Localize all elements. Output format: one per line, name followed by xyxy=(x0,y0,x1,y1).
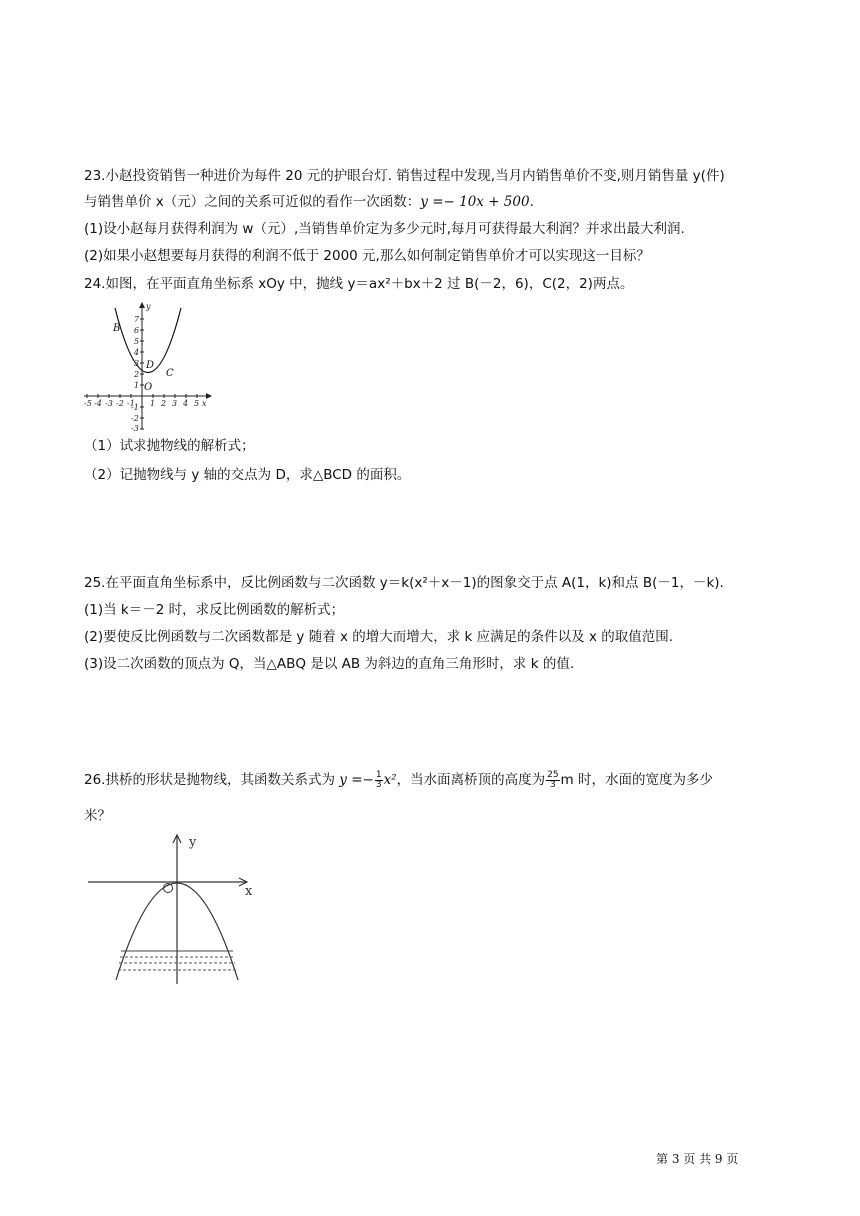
q24-part1: （1）试求抛物线的解析式； xyxy=(84,438,255,454)
q24-x-tick: -3 xyxy=(105,399,113,408)
q24-x-tick: -4 xyxy=(94,399,102,408)
q24-x-arrow xyxy=(206,393,212,399)
q26-arch-figure xyxy=(84,830,264,990)
q24-y-tick: 1 xyxy=(134,381,140,390)
q26-height-denominator: 3 xyxy=(549,779,556,790)
q24-y-arrow xyxy=(139,302,145,308)
q26-x-axis-label: x xyxy=(245,884,253,899)
q24-part2: （2）记抛物线与 y 轴的交点为 D，求△BCD 的面积。 xyxy=(84,467,411,483)
q24-y-tick: 5 xyxy=(134,337,140,346)
q26-formula-x: x² xyxy=(383,772,397,788)
q24-y-tick: 7 xyxy=(134,315,140,324)
q26-stem-b: ，当水面离桥顶的高度为 xyxy=(396,772,546,788)
q25-stem: 25.在平面直角坐标系中，反比例函数与二次函数 y＝k(x²＋x－1)的图象交于点 A(1，k)和点 B(－1，－k). xyxy=(84,575,724,591)
q23-part1: (1)设小赵每月获得利润为 w（元）,当销售单价定为多少元时,每月可获得最大利润？并求出最大利润. xyxy=(84,221,685,237)
q24-parabola-figure xyxy=(84,302,214,432)
q24-y-tick: 3 xyxy=(134,359,140,368)
q24-y-tick: -3 xyxy=(131,424,139,432)
q24-y-tick: 2 xyxy=(134,370,140,379)
q24-y-tick: -1 xyxy=(131,403,139,412)
q25-part2: (2)要使反比例函数与二次函数都是 y 随着 x 的增大而增大，求 k 应满足的条件以及 x 的取值范围. xyxy=(84,629,674,645)
q24-stem: 24.如图，在平面直角坐标系 xOy 中，抛线 y＝ax²＋bx＋2 过 B(－2，6)，C(2，2)两点。 xyxy=(84,276,634,292)
q24-x-tick: -1 xyxy=(127,399,135,408)
q24-y-tick: 6 xyxy=(134,326,140,335)
q26-height-fraction xyxy=(546,771,559,790)
q26-formula-fraction xyxy=(375,771,383,790)
q24-y-tick: -2 xyxy=(131,414,139,423)
q26-stem-c: m 时，水面的宽度为多少 xyxy=(560,772,713,788)
q24-x-tick: 5 xyxy=(194,399,200,408)
q23-line2-end: . xyxy=(529,194,534,210)
q25-part3: (3)设二次函数的顶点为 Q，当△ABQ 是以 AB 为斜边的直角三角形时，求 k 的值. xyxy=(84,656,575,672)
q25-part1: (1)当 k＝－2 时，求反比例函数的解析式； xyxy=(84,602,345,618)
q26-origin-label: O xyxy=(179,888,180,889)
q24-x-tick: -2 xyxy=(116,399,124,408)
q23-part2: (2)如果小赵想要每月获得的利润不低于 2000 元,那么如何制定销售单价才可以实现这一目标？ xyxy=(84,248,650,264)
q24-x-tick: 2 xyxy=(161,399,167,408)
q26-height-numerator: 25 xyxy=(547,769,559,780)
q24-x-axis-label: x xyxy=(202,399,207,408)
q24-y-tick: 4 xyxy=(134,348,140,357)
q26-fraction-denominator: 3 xyxy=(375,779,382,790)
q23-line2 xyxy=(84,192,534,212)
q26-fraction-numerator: 1 xyxy=(375,769,382,780)
q24-origin-label: O xyxy=(144,382,153,393)
q24-x-tick: -5 xyxy=(84,399,92,408)
q23-line1: 23.小赵投资销售一种进价为每件 20 元的护眼台灯. 销售过程中发现,当月内销售单价不变,则月销售量 y(件) xyxy=(84,168,725,184)
q24-point-b-label: B xyxy=(113,323,121,334)
q26-stem-line1 xyxy=(84,770,713,790)
q24-x-tick: 4 xyxy=(183,399,189,408)
q24-y-axis-label: y xyxy=(146,302,151,311)
q26-formula-y: y =− xyxy=(339,772,374,788)
q23-formula: y =− 10x + 500 xyxy=(420,194,530,210)
q23-line2-text: 与销售单价 x（元）之间的关系可近似的看作一次函数： xyxy=(84,194,421,210)
q26-stem-a: 26.拱桥的形状是抛物线，其函数关系式为 xyxy=(84,772,335,788)
page-number: 第 3 页 共 9 页 xyxy=(656,1152,739,1166)
q26-y-axis-label: y xyxy=(189,835,197,850)
q26-stem-line2: 米？ xyxy=(84,808,111,824)
q24-point-c-label: C xyxy=(166,368,174,379)
q24-point-d-label: D xyxy=(146,360,155,371)
q24-x-tick: 3 xyxy=(172,399,178,408)
q24-x-tick: 1 xyxy=(150,399,156,408)
